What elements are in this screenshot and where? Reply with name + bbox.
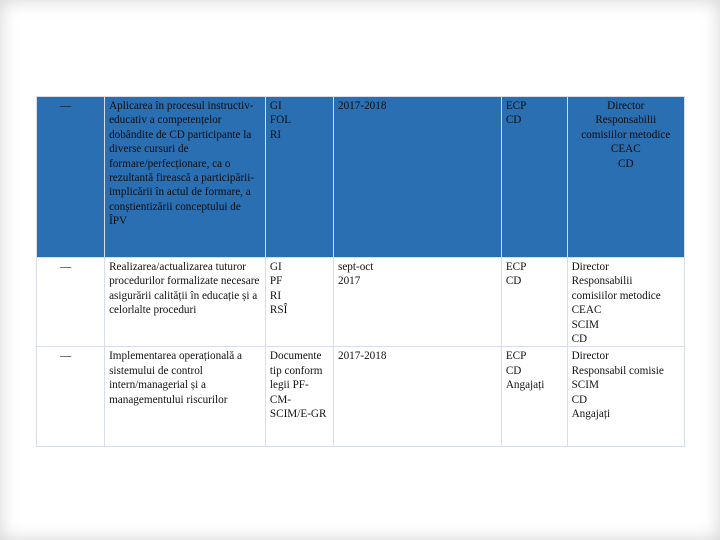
table-row <box>37 347 685 447</box>
row-marker-cell <box>37 258 105 347</box>
table-row <box>37 258 685 347</box>
date-cell: sept-oct 2017 <box>333 258 501 347</box>
responsible-cell: Director Responsabilii comisiilor metodice CEAC CD <box>567 97 684 258</box>
evaluation-cell: ECP CD <box>501 97 567 258</box>
action-plan-table <box>36 96 685 447</box>
resources-cell: GI PF RI RSÎ <box>265 258 333 347</box>
responsible-cell: Director Responsabilii comisiilor metodice CEAC SCIM CD <box>567 258 684 347</box>
table-row <box>37 97 685 258</box>
resources-cell: GI FOL RI <box>265 97 333 258</box>
date-cell: 2017-2018 <box>333 347 501 447</box>
evaluation-cell: ECP CD Angajați <box>501 347 567 447</box>
evaluation-cell: ECP CD <box>501 258 567 347</box>
dash-marker: — <box>59 261 72 273</box>
responsible-cell: Director Responsabil comisie SCIM CD Angajați <box>567 347 684 447</box>
activity-cell: Aplicarea în procesul instructiv-educativ a competențelor dobândite de CD participante la diverse cursuri de formare/perfecționare, ca o rezultantă firească a participării-implicării în actul de formare, a conștientizării conceptului de ÎPV <box>105 97 266 258</box>
resources-cell: Documente tip conform legii PF-CM-SCIM/E-GR <box>265 347 333 447</box>
dash-marker: — <box>59 100 72 112</box>
dash-marker: — <box>59 350 72 363</box>
row-marker-cell <box>37 97 105 258</box>
date-cell: 2017-2018 <box>333 97 501 258</box>
row-marker-cell <box>37 347 105 447</box>
activity-cell: Realizarea/actualizarea tuturor procedurilor formalizate necesare asigurării calității în educație și a celorlalte proceduri <box>105 258 266 347</box>
activity-cell: Implementarea operațională a sistemului de control intern/managerial și a managementului riscurilor <box>105 347 266 447</box>
